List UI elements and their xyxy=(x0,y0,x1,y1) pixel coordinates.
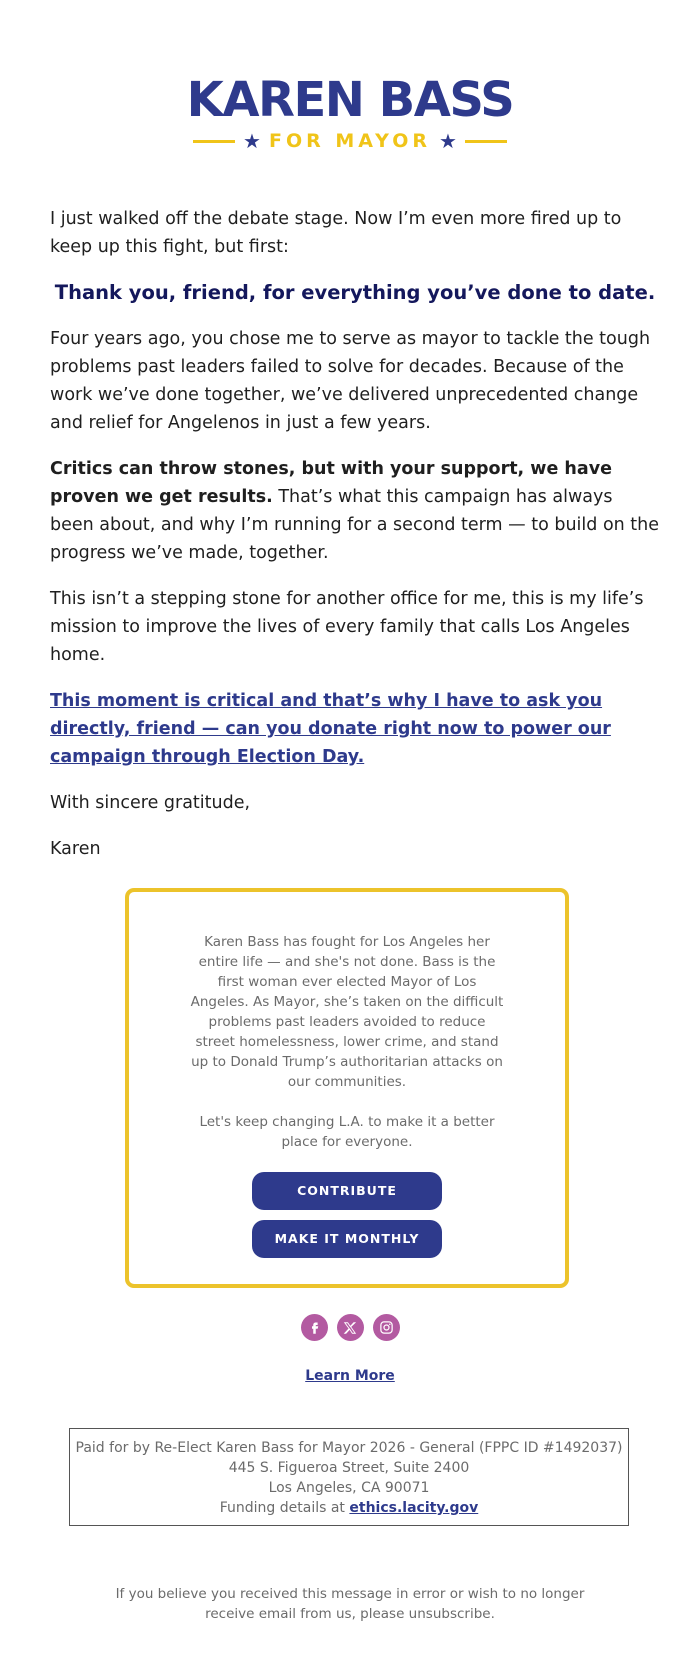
paragraph-3: This isn’t a stepping stone for another office for me, this is my life’s mission to improve the lives of every family that calls Los Angeles home. xyxy=(50,589,644,665)
facebook-icon[interactable] xyxy=(301,1314,328,1341)
social-links xyxy=(0,1314,700,1341)
disclaimer-line-1: Paid for by Re-Elect Karen Bass for Mayor 2026 - General (FPPC ID #1492037) xyxy=(75,1440,623,1456)
ethics-link[interactable]: ethics.lacity.gov xyxy=(349,1500,479,1516)
paragraph-2 xyxy=(50,455,660,567)
x-icon[interactable] xyxy=(337,1314,364,1341)
disclaimer-line-4 xyxy=(70,1498,628,1518)
bio-paragraph: Karen Bass has fought for Los Angeles her entire life — and she's not done. Bass is the first woman ever elected Mayor of Los Angeles. As Mayor, she’s taken on the difficult problems past leaders avoided to reduce street homelessness, lower crime, and stand up to Donald Trump’s authoritarian attacks on our communities. xyxy=(190,934,504,1090)
make-it-monthly-button[interactable]: MAKE IT MONTHLY xyxy=(252,1220,442,1258)
donate-box-text xyxy=(190,932,505,1152)
funding-details-label: Funding details at xyxy=(219,1500,350,1516)
star-icon: ★ xyxy=(243,129,261,153)
paragraph-2-rest: That’s what this campaign has always been about, and why I’m running for a second term — to build on the progress we’ve made, together. xyxy=(50,487,660,563)
paragraph-1: Four years ago, you chose me to serve as mayor to tackle the tough problems past leaders failed to solve for decades. Because of the work we’ve done together, we’ve delivered unprecedented change and relief for Angelenos in just a few years. xyxy=(50,329,651,433)
paid-for-disclaimer xyxy=(69,1428,629,1526)
thanks-heading: Thank you, friend, for everything you’ve done to date. xyxy=(54,281,656,304)
star-icon: ★ xyxy=(439,129,457,153)
campaign-logo xyxy=(0,74,700,152)
disclaimer-line-3: Los Angeles, CA 90071 xyxy=(268,1480,430,1496)
signoff: With sincere gratitude, xyxy=(50,793,251,813)
signature: Karen xyxy=(50,839,101,859)
logo-rule-left xyxy=(193,140,235,143)
logo-tagline: FOR MAYOR xyxy=(268,130,432,152)
donate-ask-link[interactable]: This moment is critical and that’s why I have to ask you directly, friend — can you donate right now to power our campaign through Election Day. xyxy=(50,691,611,767)
letter-body xyxy=(50,205,660,881)
instagram-icon[interactable] xyxy=(373,1314,400,1341)
disclaimer-line-2: 445 S. Figueroa Street, Suite 2400 xyxy=(228,1460,470,1476)
closing-paragraph: Let's keep changing L.A. to make it a better place for everyone. xyxy=(199,1114,495,1150)
ask-paragraph xyxy=(50,687,660,771)
paragraph-2-bold: Critics can throw stones, but with your support, we have proven we get results. xyxy=(50,459,612,507)
contribute-button[interactable]: CONTRIBUTE xyxy=(252,1172,442,1210)
learn-more-link[interactable]: Learn More xyxy=(305,1368,395,1384)
intro-paragraph: I just walked off the debate stage. Now I’m even more fired up to keep up this fight, but first: xyxy=(50,209,622,257)
logo-tagline-row xyxy=(0,130,700,152)
logo-name: KAREN BASS xyxy=(186,72,514,128)
unsubscribe-notice[interactable]: If you believe you received this message in error or wish to no longer receive email from us, please unsubscribe. xyxy=(115,1586,585,1622)
logo-rule-right xyxy=(465,140,507,143)
donate-box xyxy=(125,888,569,1288)
